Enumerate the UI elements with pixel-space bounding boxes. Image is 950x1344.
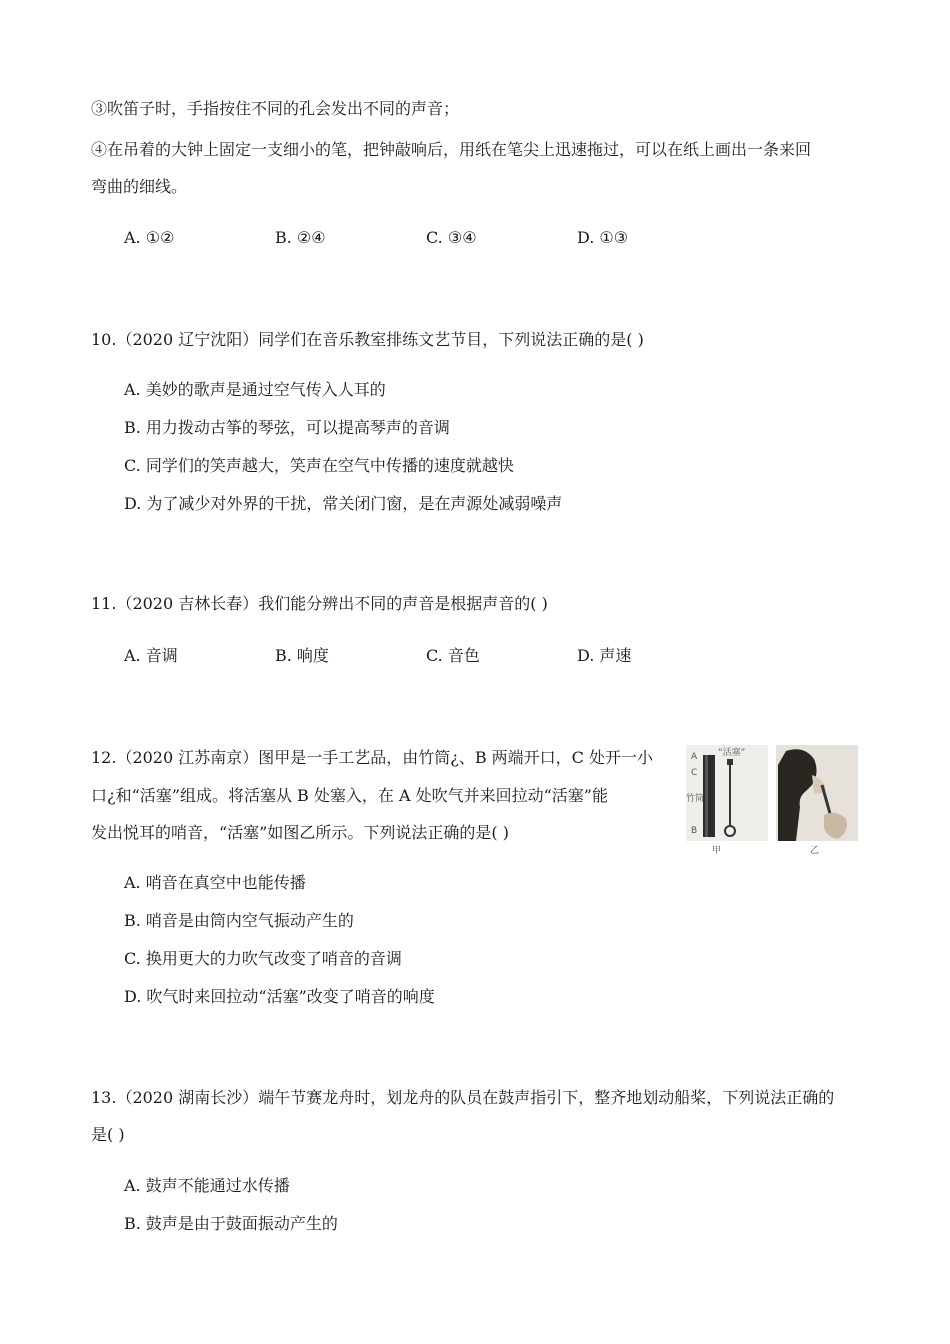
label-piston: “活塞” bbox=[718, 748, 746, 758]
q12-figure bbox=[686, 745, 858, 857]
q10-options bbox=[124, 378, 562, 530]
q12-option-b[interactable]: B. 哨音是由筒内空气振动产生的 bbox=[124, 911, 354, 930]
label-a: A bbox=[691, 752, 698, 762]
caption-yi: 乙 bbox=[810, 846, 820, 856]
label-bamboo: 竹筒 bbox=[686, 794, 705, 804]
q10-option-b[interactable]: B. 用力拨动古筝的琴弦，可以提高琴声的音调 bbox=[124, 418, 450, 437]
q11-stem: 11.（2020 吉林长春）我们能分辨出不同的声音是根据声音的( ) bbox=[91, 594, 548, 613]
q12-option-d[interactable]: D. 吹气时来回拉动“活塞”改变了哨音的响度 bbox=[124, 987, 435, 1006]
q13-options bbox=[124, 1174, 338, 1250]
q12-option-a[interactable]: A. 哨音在真空中也能传播 bbox=[124, 873, 306, 892]
q13-option-a[interactable]: A. 鼓声不能通过水传播 bbox=[124, 1176, 290, 1195]
q12-stem-line-1: 12.（2020 江苏南京）图甲是一手工艺品，由竹筒¿、B 两端开口，C 处开一小 bbox=[91, 748, 654, 767]
q9-option-b[interactable]: B. ②④ bbox=[275, 228, 326, 247]
caption-jia: 甲 bbox=[712, 846, 722, 856]
q13-stem-line-2: 是( ) bbox=[91, 1125, 125, 1144]
q13-option-b[interactable]: B. 鼓声是由于鼓面振动产生的 bbox=[124, 1214, 338, 1233]
bamboo-tube-image bbox=[703, 755, 715, 837]
q11-option-a[interactable]: A. 音调 bbox=[124, 646, 178, 665]
q9-options bbox=[124, 226, 744, 250]
q12-figure-drawing bbox=[686, 745, 858, 857]
q9-option-c[interactable]: C. ③④ bbox=[426, 228, 477, 247]
q9-item-4-line-2: 弯曲的细线。 bbox=[91, 177, 188, 196]
piston-head-image bbox=[727, 759, 733, 765]
bamboo-tube-highlight bbox=[705, 755, 708, 837]
q9-option-d[interactable]: D. ①③ bbox=[577, 228, 629, 247]
q11-option-c[interactable]: C. 音色 bbox=[426, 646, 480, 665]
q12-stem-line-2: 口¿和“活塞”组成。将活塞从 B 处塞入，在 A 处吹气并来回拉动“活塞”能 bbox=[91, 786, 608, 805]
q10-stem: 10.（2020 辽宁沈阳）同学们在音乐教室排练文艺节目，下列说法正确的是( ) bbox=[91, 330, 644, 349]
q11-option-d[interactable]: D. 声速 bbox=[577, 646, 632, 665]
q10-option-a[interactable]: A. 美妙的歌声是通过空气传入人耳的 bbox=[124, 380, 386, 399]
q9-option-a[interactable]: A. ①② bbox=[124, 228, 175, 247]
q12-options bbox=[124, 871, 435, 1023]
q12-option-c[interactable]: C. 换用更大的力吹气改变了哨音的音调 bbox=[124, 949, 402, 968]
label-b: B bbox=[691, 826, 698, 836]
q11-options bbox=[124, 644, 744, 668]
q11-option-b[interactable]: B. 响度 bbox=[275, 646, 329, 665]
label-c: C bbox=[691, 768, 698, 778]
q12-stem-line-3: 发出悦耳的哨音，“活塞”如图乙所示。下列说法正确的是( ) bbox=[91, 823, 509, 842]
q10-option-d[interactable]: D. 为了减少对外界的干扰，常关闭门窗，是在声源处减弱噪声 bbox=[124, 494, 563, 513]
q9-item-3: ③吹笛子时，手指按住不同的孔会发出不同的声音； bbox=[91, 99, 460, 118]
q9-item-4-line-1: ④在吊着的大钟上固定一支细小的笔，把钟敲响后，用纸在笔尖上迅速拖过，可以在纸上画出一条来回 bbox=[91, 140, 812, 159]
q10-option-c[interactable]: C. 同学们的笑声越大，笑声在空气中传播的速度就越快 bbox=[124, 456, 514, 475]
q13-stem-line-1: 13.（2020 湖南长沙）端午节赛龙舟时，划龙舟的队员在鼓声指引下，整齐地划动船桨，下列说法正确的 bbox=[91, 1088, 835, 1107]
